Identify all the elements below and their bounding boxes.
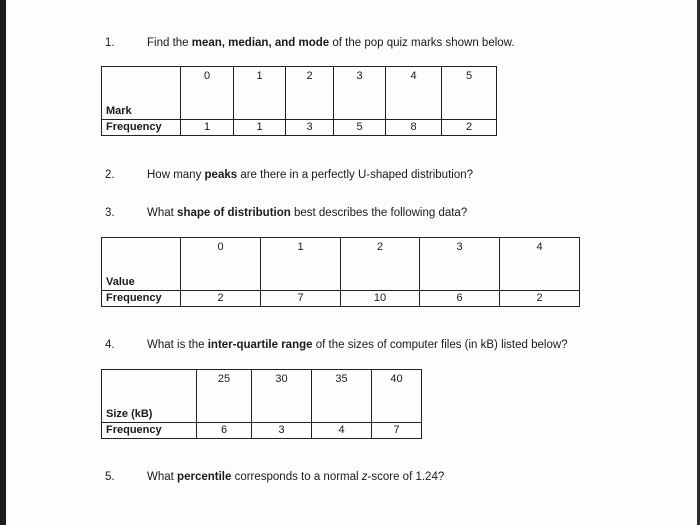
question-text: What percentile corresponds to a normal z-score of 1.24? [147, 471, 445, 483]
question-text: Find the mean, median, and mode of the pop quiz marks shown below. [147, 37, 515, 49]
frequency-cell: 1 [234, 120, 286, 136]
row-label: Mark [102, 67, 181, 120]
question-text: What shape of distribution best describes the following data? [147, 207, 468, 219]
frequency-label: Frequency [102, 423, 197, 439]
question-number: 2. [105, 169, 115, 181]
frequency-cell: 8 [386, 120, 442, 136]
value-cell: 4 [500, 238, 580, 291]
value-cell: 30 [252, 370, 312, 423]
question-text: How many peaks are there in a perfectly U-shaped distribution? [147, 169, 474, 181]
question-number: 5. [105, 471, 115, 483]
value-cell: 0 [181, 238, 261, 291]
frequency-cell: 5 [334, 120, 386, 136]
frequency-cell: 1 [181, 120, 234, 136]
frequency-label: Frequency [102, 120, 181, 136]
frequency-cell: 2 [181, 291, 261, 307]
value-cell: 4 [386, 67, 442, 120]
value-cell: 0 [181, 67, 234, 120]
frequency-cell: 6 [420, 291, 500, 307]
frequency-cell: 6 [197, 423, 252, 439]
frequency-label: Frequency [102, 291, 181, 307]
question-number: 1. [105, 37, 115, 49]
frequency-cell: 2 [500, 291, 580, 307]
question-text: What is the inter-quartile range of the sizes of computer files (in kB) listed below? [147, 339, 568, 351]
marks-frequency-table [101, 66, 497, 136]
question-number: 3. [105, 207, 115, 219]
value-cell: 35 [312, 370, 372, 423]
frequency-cell: 3 [286, 120, 334, 136]
frequency-cell: 7 [261, 291, 341, 307]
file-size-frequency-table [101, 369, 422, 439]
row-label: Size (kB) [102, 370, 197, 423]
value-cell: 3 [420, 238, 500, 291]
value-cell: 3 [334, 67, 386, 120]
frequency-cell: 3 [252, 423, 312, 439]
window-left-edge [0, 0, 6, 525]
frequency-cell: 10 [341, 291, 420, 307]
value-cell: 5 [442, 67, 497, 120]
value-frequency-table [101, 237, 580, 307]
row-label: Value [102, 238, 181, 291]
value-cell: 25 [197, 370, 252, 423]
value-cell: 2 [286, 67, 334, 120]
value-cell: 1 [261, 238, 341, 291]
frequency-cell: 4 [312, 423, 372, 439]
value-cell: 1 [234, 67, 286, 120]
value-cell: 2 [341, 238, 420, 291]
question-number: 4. [105, 339, 115, 351]
value-cell: 40 [372, 370, 422, 423]
frequency-cell: 2 [442, 120, 497, 136]
frequency-cell: 7 [372, 423, 422, 439]
